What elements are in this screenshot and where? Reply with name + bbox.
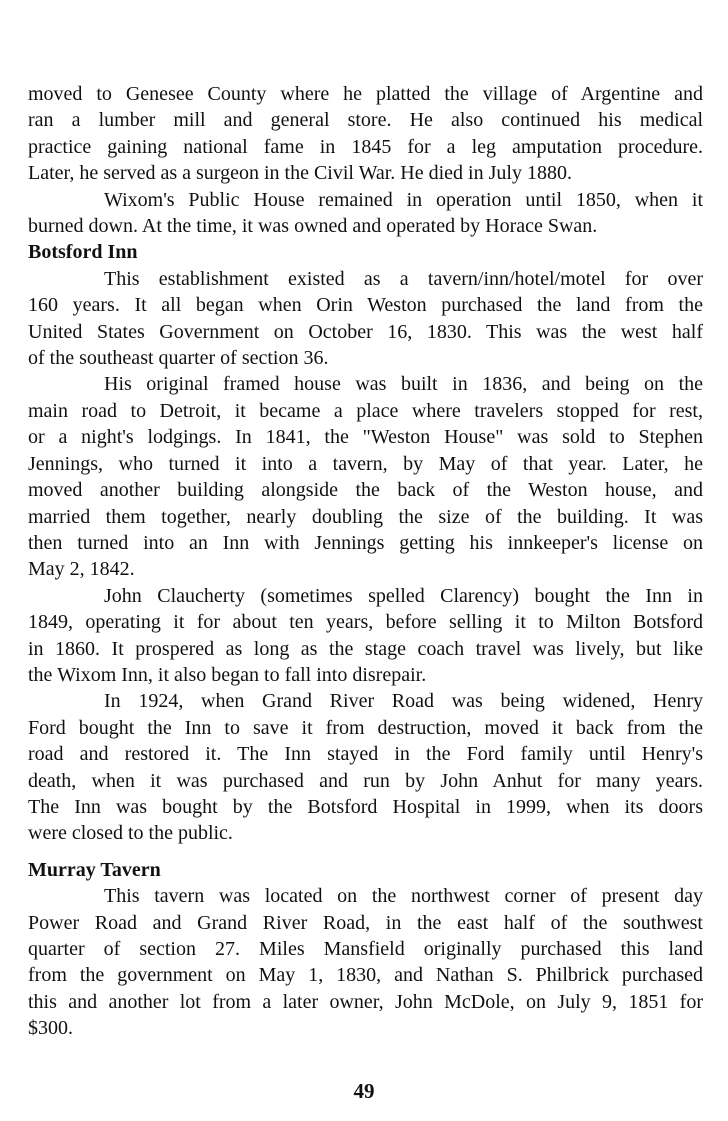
text-line: moved to Genesee County where he platted the village of Argentine and	[28, 83, 703, 105]
text-line: His original framed house was built in 1836, and being on the	[104, 373, 703, 396]
text-line: The Inn was bought by the Botsford Hospital in 1999, when its doors	[28, 795, 703, 818]
text-line: in 1860. It prospered as long as the stage coach travel was lively, but like	[28, 637, 703, 660]
text-line: John Claucherty (sometimes spelled Clarency) bought the Inn in	[104, 584, 703, 607]
text-line: this and another lot from a later owner, John McDole, on July 9, 1851 for	[28, 990, 703, 1013]
text-line: married them together, nearly doubling the size of the building. It was	[28, 505, 703, 528]
text-line: from the government on May 1, 1830, and Nathan S. Philbrick purchased	[28, 964, 703, 987]
section-heading: Botsford Inn	[28, 241, 138, 264]
page-body	[28, 81, 703, 1042]
text-line: In 1924, when Grand River Road was being widened, Henry	[104, 690, 703, 713]
text-line: moved another building alongside the back of the Weston house, and	[28, 479, 703, 502]
text-line: then turned into an Inn with Jennings getting his innkeeper's license on	[28, 531, 703, 554]
text-line: of the southeast quarter of section 36.	[28, 347, 329, 370]
text-line: 1849, operating it for about ten years, before selling it to Milton Botsford	[28, 611, 703, 634]
text-line: quarter of section 27. Miles Mansfield originally purchased this land	[28, 938, 703, 960]
text-line: ran a lumber mill and general store. He also continued his medical	[28, 109, 703, 132]
text-line: This establishment existed as a tavern/inn/hotel/motel for over	[104, 267, 703, 290]
text-line: May 2, 1842.	[28, 558, 135, 581]
text-line: main road to Detroit, it became a place where travelers stopped for rest,	[28, 399, 703, 422]
section-heading: Murray Tavern	[28, 858, 161, 881]
text-line: burned down. At the time, it was owned and operated by Horace Swan.	[28, 215, 598, 238]
text-line: or a night's lodgings. In 1841, the "Weston House" was sold to Stephen	[28, 426, 703, 449]
page-number: 49	[353, 1079, 375, 1103]
text-line: United States Government on October 16, 1830. This was the west half	[28, 320, 703, 343]
text-line: the Wixom Inn, it also began to fall into disrepair.	[28, 663, 427, 686]
text-line: This tavern was located on the northwest corner of present day	[104, 885, 703, 908]
text-line: 160 years. It all began when Orin Weston purchased the land from the	[28, 294, 703, 317]
text-line: were closed to the public.	[28, 822, 233, 845]
text-line: Power Road and Grand River Road, in the east half of the southwest	[28, 911, 703, 934]
text-line: Ford bought the Inn to save it from destruction, moved it back from the	[28, 716, 703, 739]
text-line: $300.	[28, 1017, 73, 1040]
text-line: Wixom's Public House remained in operation until 1850, when it	[104, 188, 703, 211]
text-line: Jennings, who turned it into a tavern, by May of that year. Later, he	[28, 452, 703, 475]
text-line: road and restored it. The Inn stayed in the Ford family until Henry's	[28, 743, 703, 766]
text-line: Later, he served as a surgeon in the Civil War. He died in July 1880.	[28, 162, 572, 185]
text-line: practice gaining national fame in 1845 for a leg amputation procedure.	[28, 135, 703, 158]
text-line: death, when it was purchased and run by John Anhut for many years.	[28, 769, 703, 792]
